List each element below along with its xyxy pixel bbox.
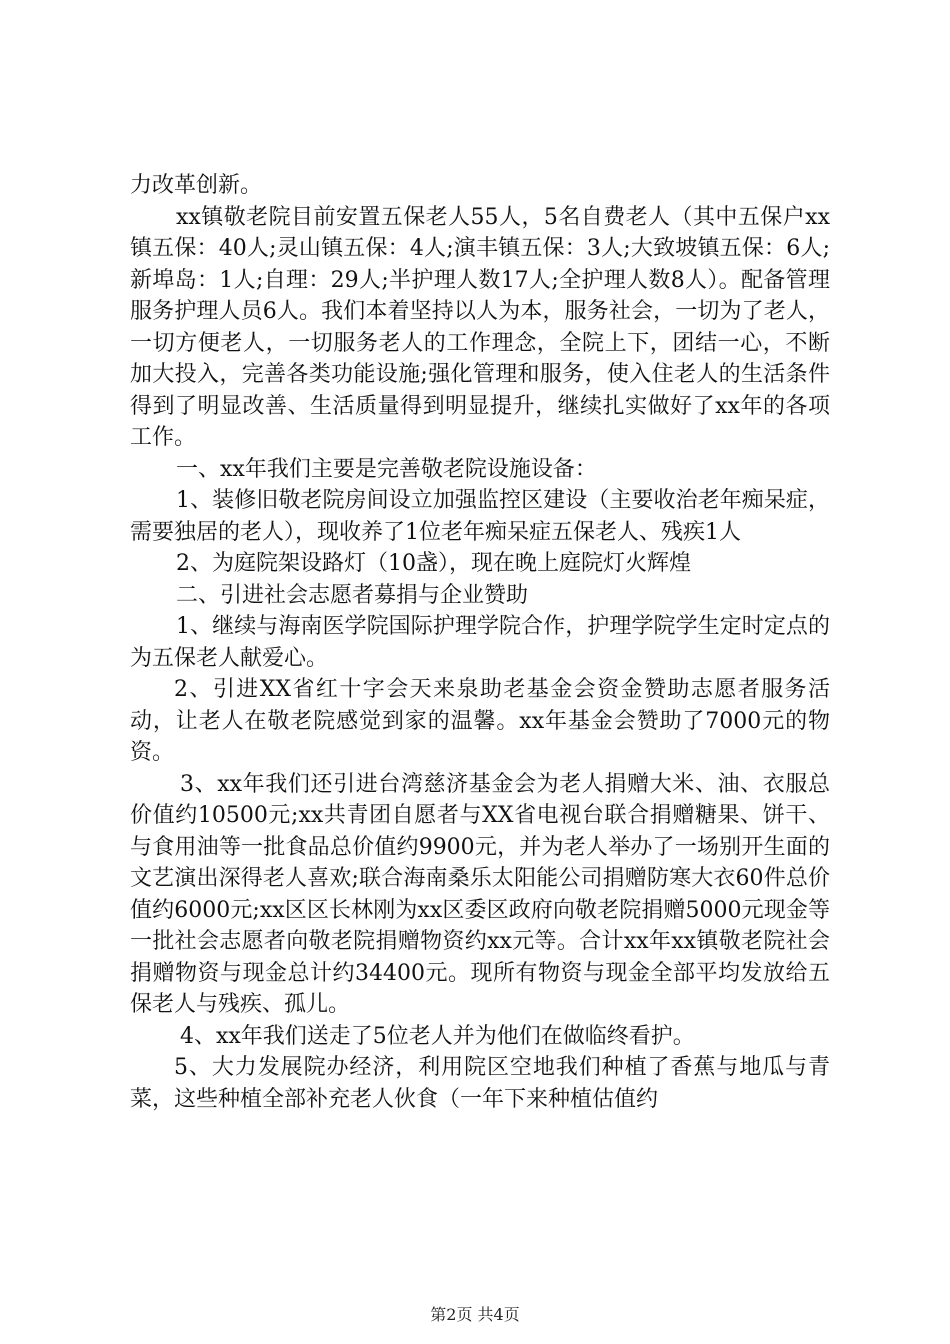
page-footer: 第2页 共4页 bbox=[430, 1305, 520, 1324]
document-body bbox=[130, 170, 830, 1115]
list-item-economy: 5、大力发展院办经济，利用院区空地我们种植了香蕉与地瓜与青菜，这些种植全部补充老人伙食（一年下来种植估值约 bbox=[130, 1055, 830, 1112]
list-item-nursing-college: 1、继续与海南医学院国际护理学院合作，护理学院学生定时定点的为五保老人献爱心。 bbox=[130, 614, 830, 671]
section-heading-volunteers: 二、引进社会志愿者募捐与企业赞助 bbox=[176, 582, 529, 608]
list-item-streetlights: 2、为庭院架设路灯（10盏），现在晚上庭院灯火辉煌 bbox=[176, 551, 691, 576]
list-item-red-cross: 2、引进XX省红十字会天来泉助老基金会资金赞助志愿者服务活动，让老人在敬老院感觉到家的温馨。xx年基金会赞助了7000元的物资。 bbox=[130, 677, 830, 765]
list-item-hospice: 4、xx年我们送走了5位老人并为他们在做临终看护。 bbox=[180, 1023, 695, 1049]
list-item-donations: 3、xx年我们还引进台湾慈济基金会为老人捐赠大米、油、衣服总价值约10500元;xx共青团自愿者与XX省电视台联合捐赠糖果、饼干、与食用油等一批食品总价值约9900元，并为老人举办了一场别开生面的文艺演出深得老人喜欢;联合海南桑乐太阳能公司捐赠防寒大衣60件总价值约6000元;xx区区长林刚为xx区委区政府向敬老院捐赠5000元现金等一批社会志愿者向敬老院捐赠物资约xx元等。合计xx年xx镇敬老院社会捐赠物资与现金总计约34400元。现所有物资与现金全部平均发放给五保老人与残疾、孤儿。 bbox=[130, 771, 830, 1017]
paragraph-intro-tail: 力改革创新。 bbox=[130, 173, 263, 198]
list-item-renovation: 1、装修旧敬老院房间设立加强监控区建设（主要收治老年痴呆症，需要独居的老人），现收养了1位老年痴呆症五保老人、残疾1人 bbox=[130, 488, 830, 545]
section-heading-facilities: 一、xx年我们主要是完善敬老院设施设备： bbox=[176, 456, 597, 482]
paragraph-overview: xx镇敬老院目前安置五保老人55人，5名自费老人（其中五保户xx镇五保：40人;灵山镇五保：4人;演丰镇五保：3人;大致坡镇五保：6人;新埠岛：1人;自理：29人;半护理人数17人;全护理人数8人）。配备管理服务护理人员6人。我们本着坚持以人为本，服务社会，一切为了老人，一切方便老人，一切服务老人的工作理念，全院上下，团结一心，不断加大投入，完善各类功能设施;强化管理和服务，使入住老人的生活条件得到了明显改善、生活质量得到明显提升，继续扎实做好了xx年的各项工作。 bbox=[130, 204, 830, 450]
